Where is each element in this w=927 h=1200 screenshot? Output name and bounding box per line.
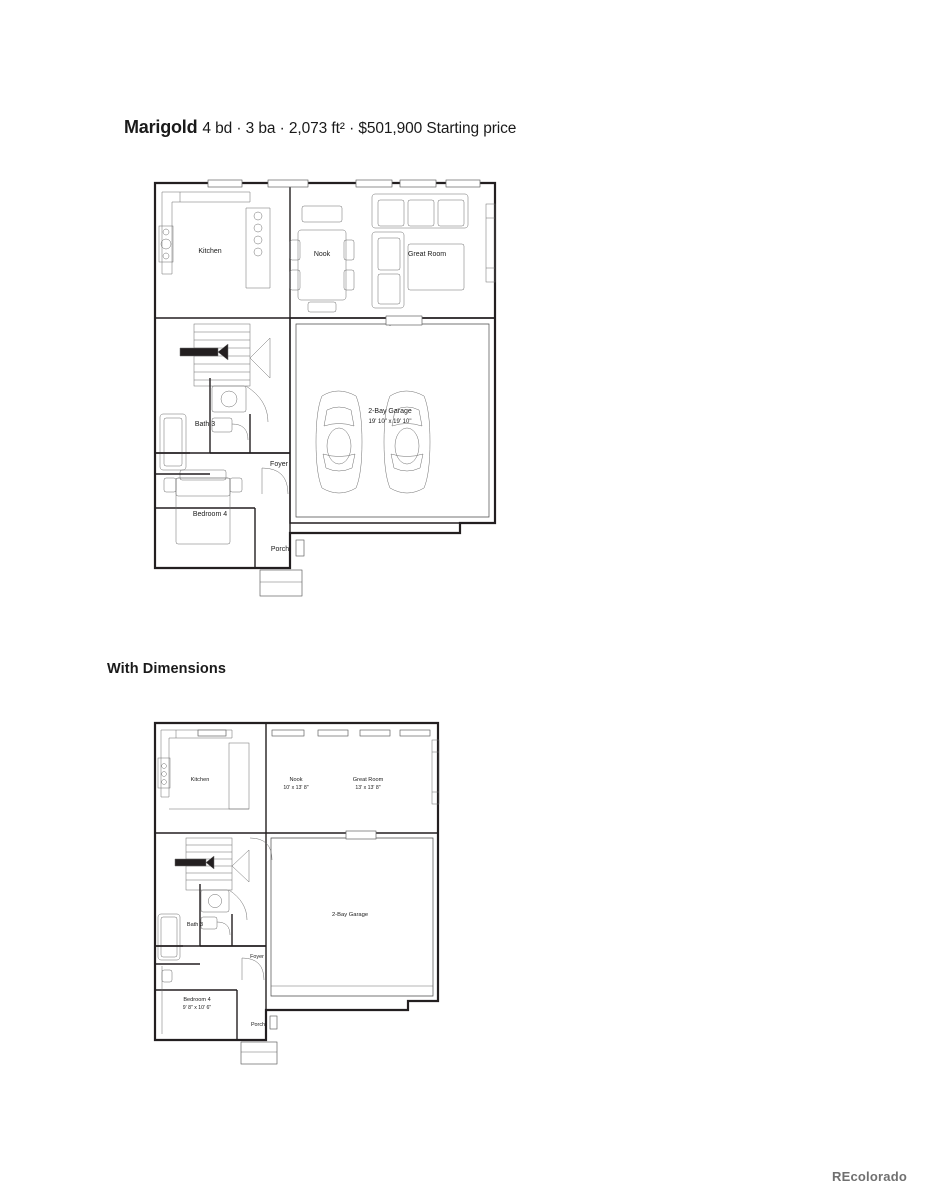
room-dimensions-garage: 19' 10" x 19' 10" — [368, 419, 412, 425]
page-title — [124, 117, 516, 138]
room-label-kitchen: Kitchen — [190, 777, 210, 783]
room-label-bedroom-4: Bedroom 4 — [192, 511, 228, 518]
floorplan-with-dimensions — [150, 718, 450, 1068]
section-title-with-dimensions: With Dimensions — [107, 661, 226, 677]
room-label-nook: Nook — [313, 251, 331, 258]
room-label-porch: Porch — [250, 1022, 266, 1028]
room-label-garage: 2-Bay Garage — [368, 408, 412, 415]
plan-name: Marigold — [124, 117, 198, 137]
plan-specs: 4 bd · 3 ba · 2,073 ft² · $501,900 Starting price — [202, 120, 517, 137]
room-label-nook: Nook — [289, 777, 303, 783]
room-label-kitchen: Kitchen — [198, 248, 222, 255]
room-label-great-room: Great Room — [407, 251, 447, 258]
floorplan-standard — [150, 178, 510, 603]
room-label-bath-3: Bath 3 — [194, 421, 216, 428]
room-label-foyer: Foyer — [250, 954, 264, 960]
room-dimensions-nook: 10' x 13' 8" — [283, 785, 309, 791]
room-label-garage: 2-Bay Garage — [331, 912, 369, 918]
room-label-great-room: Great Room — [352, 777, 384, 783]
watermark-recolorado: REcolorado — [832, 1169, 907, 1184]
room-dimensions-great-room: 13' x 13' 8" — [355, 785, 381, 791]
room-label-bedroom-4: Bedroom 4 — [183, 997, 211, 1003]
room-dimensions-bedroom-4: 9' 8" x 10' 6" — [182, 1005, 212, 1011]
room-label-porch: Porch — [270, 546, 290, 553]
room-label-bath-3: Bath 3 — [186, 922, 204, 928]
room-label-foyer: Foyer — [270, 461, 288, 468]
